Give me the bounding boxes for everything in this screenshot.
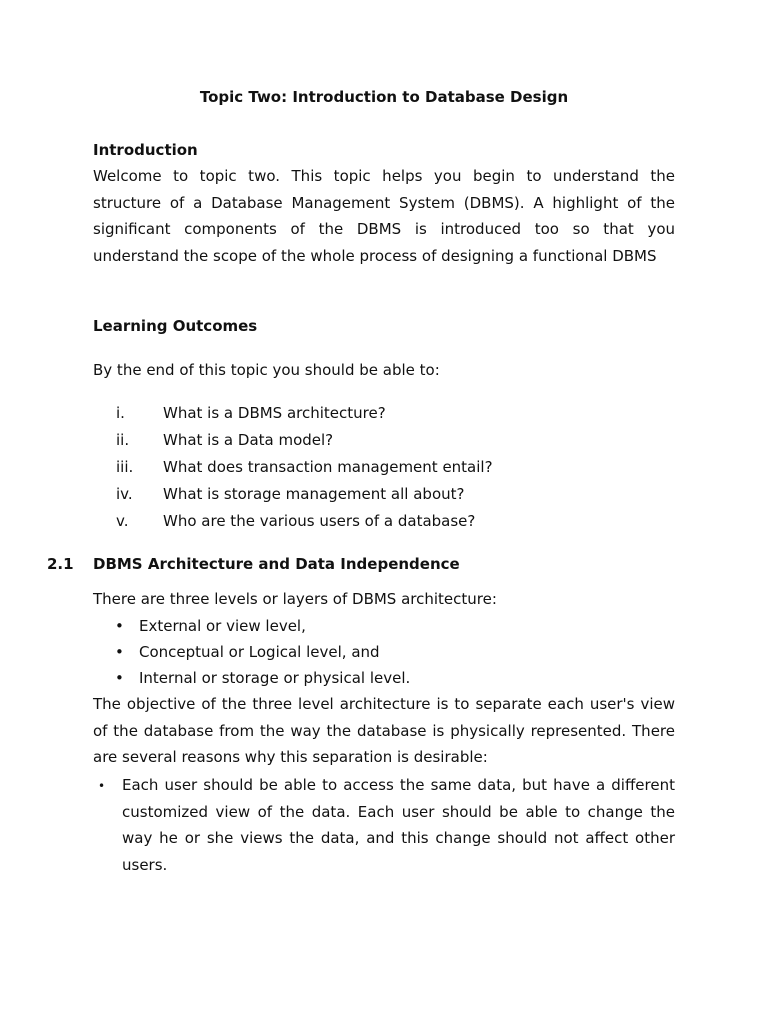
- outcome-text: What is a Data model?: [163, 431, 334, 449]
- bullet-icon: •: [115, 669, 124, 687]
- objective-paragraph: [93, 691, 675, 771]
- introduction-line: understand the scope of the whole process of designing a functional DBMS: [93, 246, 657, 265]
- outcome-text: What is a DBMS architecture?: [163, 404, 386, 422]
- introduction-paragraph: [93, 163, 675, 269]
- reason-line: way he or she views the data, and this change should not affect other: [122, 829, 675, 847]
- level-item: External or view level,: [139, 617, 306, 635]
- architecture-lead: There are three levels or layers of DBMS architecture:: [93, 590, 497, 608]
- page-title: Topic Two: Introduction to Database Design: [199, 88, 569, 106]
- reason-paragraph: [122, 772, 675, 878]
- level-item: Conceptual or Logical level, and: [139, 643, 380, 661]
- outcome-number: i.: [116, 404, 125, 422]
- objective-line: of the database from the way the database is physically represented. There: [93, 721, 675, 740]
- objective-line: are several reasons why this separation is desirable:: [93, 748, 488, 766]
- introduction-heading: Introduction: [93, 141, 198, 159]
- objective-line: The objective of the three level architecture is to separate each user's view: [93, 695, 675, 713]
- learning-outcomes-lead: By the end of this topic you should be able to:: [93, 361, 440, 379]
- outcome-number: ii.: [116, 431, 130, 449]
- section-number: 2.1: [47, 555, 74, 573]
- outcome-number: iii.: [116, 458, 134, 476]
- reason-line: Each user should be able to access the same data, but have a different: [122, 776, 675, 794]
- bullet-icon: •: [115, 617, 124, 635]
- introduction-line: significant components of the DBMS is introduced too so that you: [93, 220, 675, 238]
- bullet-icon: •: [115, 643, 124, 661]
- section-heading: DBMS Architecture and Data Independence: [93, 555, 460, 573]
- reason-line: users.: [122, 855, 168, 874]
- introduction-line: structure of a Database Management System (DBMS). A highlight of the: [93, 193, 675, 212]
- introduction-line: Welcome to topic two. This topic helps you begin to understand the: [93, 167, 675, 185]
- outcome-text: Who are the various users of a database?: [163, 512, 476, 530]
- level-item: Internal or storage or physical level.: [139, 669, 411, 687]
- outcome-text: What does transaction management entail?: [163, 458, 493, 476]
- bullet-icon: •: [98, 779, 106, 793]
- reason-line: customized view of the data. Each user should be able to change the: [122, 802, 675, 821]
- outcome-text: What is storage management all about?: [163, 485, 465, 503]
- learning-outcomes-heading: Learning Outcomes: [93, 317, 258, 335]
- outcome-number: iv.: [116, 485, 133, 503]
- outcome-number: v.: [116, 512, 129, 530]
